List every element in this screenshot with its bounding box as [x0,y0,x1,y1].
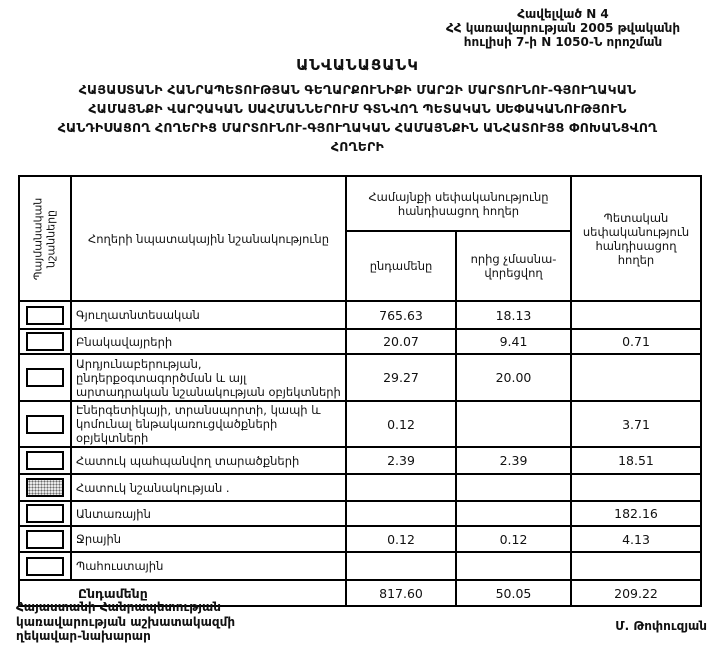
community-total-value: 0.12 [346,526,456,552]
land-purpose-label: Բնակավայրերի [71,329,346,354]
legend-cell [19,474,71,501]
table-row [19,552,701,580]
legend-cell [19,526,71,552]
legend-cell [19,401,71,447]
table-row [19,329,701,354]
legend-box [26,530,64,549]
community-total-value [346,552,456,580]
column-header-symbols-label: Պայմանական նշանները [31,197,57,280]
signatory-title-line: Հայաստանի Հանրապետության [16,600,221,614]
legend-cell [19,447,71,474]
signatory-title-line: կառավարության աշխատակազմի [16,614,236,629]
column-header-total: ընդամենը [346,231,456,301]
nonprivatizable-value: 20.00 [456,354,571,401]
legend-box [26,478,64,497]
state-value: 3.71 [571,401,701,447]
legend-box [26,415,64,434]
state-value [571,354,701,401]
community-total-value [346,474,456,501]
legend-cell [19,552,71,580]
community-total-value: 0.12 [346,401,456,447]
signatory-title-line: ղեկավար-նախարար [16,629,151,643]
column-header-community-group: Համայնքի սեփականությունը հանդիսացող հողեր [346,176,571,231]
land-purpose-label: Հատուկ նշանակության . [71,474,346,501]
appendix-note-line: հուլիսի 7-ի N 1050-Ն որոշման [463,35,663,49]
table-row [19,447,701,474]
lands-table [18,175,702,607]
community-total-value: 29.27 [346,354,456,401]
nonprivatizable-value [456,501,571,526]
signature-name: Մ. Թոփուզյան [615,619,707,633]
subtitle-line: ՀԱՅԱՍՏԱՆԻ ՀԱՆՐԱՊԵՏՈՒԹՅԱՆ ԳԵՂԱՐՔՈՒՆԻՔԻ ՄԱՐԶԻ ՄԱՐՏՈՒՆՈՒ-ԳՅՈՒՂԱԿԱՆ [78,82,637,97]
page-title: ԱՆՎԱՆԱՑԱՆԿ [296,56,419,74]
community-total-value: 20.07 [346,329,456,354]
page-subtitle [0,80,715,156]
nonprivatizable-value: 9.41 [456,329,571,354]
appendix-note-line: ՀՀ կառավարության 2005 թվականի [445,21,681,35]
appendix-note-line: Հավելված N 4 [517,7,609,21]
state-value: 18.51 [571,447,701,474]
state-value: 0.71 [571,329,701,354]
legend-box [26,368,64,387]
land-purpose-label: Էներգետիկայի, տրանսպորտի, կապի և կոմունալ ենթակառուցվածքների օբյեկտների [71,401,346,447]
nonprivatizable-value [456,552,571,580]
community-total-value: 765.63 [346,301,456,329]
land-purpose-label: Անտառային [71,501,346,526]
table-row [19,474,701,501]
land-purpose-label: Հատուկ պահպանվող տարածքների [71,447,346,474]
land-purpose-label: Գյուղատնտեսական [71,301,346,329]
nonprivatizable-value: 0.12 [456,526,571,552]
land-purpose-label: Արդյունաբերության, ընդերքօգտագործման և այլ արտադրական նշանակության օբյեկտների [71,354,346,401]
table-row [19,301,701,329]
state-value: 182.16 [571,501,701,526]
total-state-value: 209.22 [571,580,701,606]
appendix-note [413,7,713,49]
table-row [19,354,701,401]
nonprivatizable-value: 2.39 [456,447,571,474]
subtitle-line: ՀԱՆԴԻՍԱՑՈՂ ՀՈՂԵՐԻՑ ՄԱՐՏՈՒՆՈՒ-ԳՅՈՒՂԱԿԱՆ ՀԱՄԱՅՆՔԻՆ ԱՆՀԱՏՈՒՅՑ ՓՈԽԱՆՑՎՈՂ [57,120,658,135]
column-header-nonprivatizable: որից չմասնա-վորեցվող [456,231,571,301]
subtitle-line: ՀՈՂԵՐԻ [330,139,385,154]
column-header-state: Պետական սեփականություն հանդիսացող հողեր [571,176,701,301]
legend-cell [19,354,71,401]
state-value: 4.13 [571,526,701,552]
table-body [19,301,701,606]
column-header-purpose: Հողերի նպատակային նշանակությունը [71,176,346,301]
nonprivatizable-value: 18.13 [456,301,571,329]
nonprivatizable-value [456,474,571,501]
legend-box [26,306,64,325]
signatory-title-block [16,600,235,644]
land-purpose-label: Պահուստային [71,552,346,580]
legend-cell [19,301,71,329]
community-total-value: 2.39 [346,447,456,474]
legend-box [26,332,64,351]
state-value [571,552,701,580]
table-row [19,501,701,526]
legend-box [26,451,64,470]
subtitle-line: ՀԱՄԱՅՆՔԻ ՎԱՐՉԱԿԱՆ ՍԱՀՄԱՆՆԵՐՈՒՄ ԳՏՆՎՈՂ ՊԵՏԱԿԱՆ ՍԵՓԱԿԱՆՈՒԹՅՈՒՆ [88,101,627,116]
legend-box [26,504,64,523]
column-header-symbols [19,176,71,301]
state-value [571,301,701,329]
legend-box [26,557,64,576]
total-row-label: Ընդամենը [19,580,346,606]
legend-cell [19,329,71,354]
state-value [571,474,701,501]
total-community-total-value: 817.60 [346,580,456,606]
community-total-value [346,501,456,526]
nonprivatizable-value [456,401,571,447]
table-row [19,526,701,552]
land-purpose-label: Ջրային [71,526,346,552]
total-nonprivatizable-value: 50.05 [456,580,571,606]
table-row [19,401,701,447]
legend-cell [19,501,71,526]
